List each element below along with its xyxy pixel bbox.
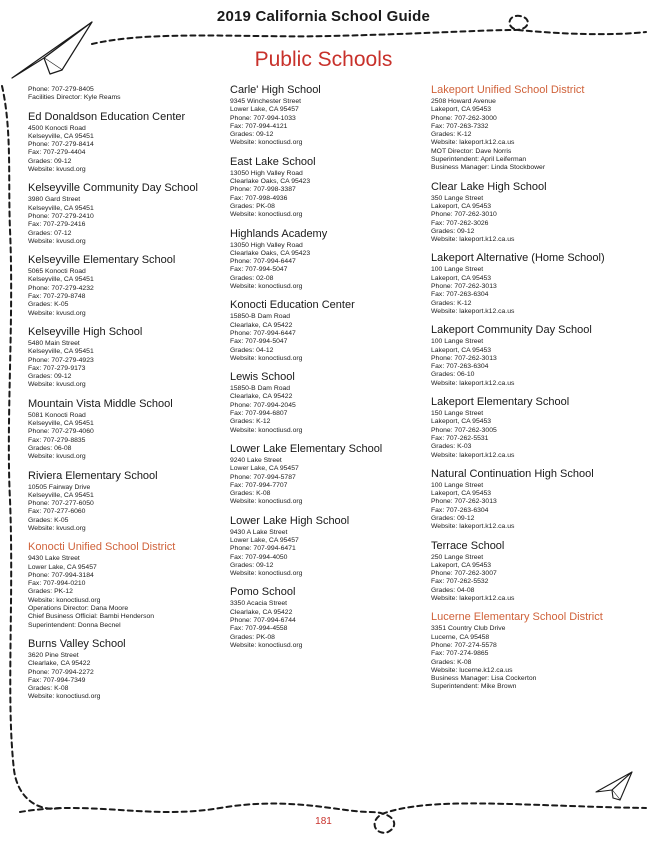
entry-detail-line: Phone: 707-994-1033 (230, 114, 296, 122)
entry-detail-line: Fax: 707-263-6304 (431, 363, 489, 371)
entry-detail-line: Phone: 707-262-3005 (431, 426, 497, 434)
school-name: Burns Valley School (28, 637, 126, 650)
entry-detail-line: Clearlake, CA 95422 (230, 321, 293, 329)
entry-detail-line: Grades: 06-08 (28, 444, 72, 452)
entry-detail-line: Website: kvusd.org (28, 381, 86, 389)
entry-detail-line: Phone: 707-994-6447 (230, 258, 296, 266)
entry-detail-line: Phone: 707-262-3000 (431, 114, 497, 122)
entry-detail-line: 15850-B Dam Road (230, 385, 291, 393)
entry-detail-line: Phone: 707-262-3013 (431, 354, 497, 362)
entry-detail-line: Fax: 707-274-9865 (431, 650, 489, 658)
entry-detail-line: Grades: K-08 (230, 490, 271, 498)
entry-detail-line: Phone: 707-274-5578 (431, 641, 497, 649)
district-entry (431, 84, 626, 173)
school-name: Konocti Education Center (230, 299, 355, 312)
entry-detail-line: Kelseyville, CA 95451 (28, 204, 94, 212)
entry-detail-line: Fax: 707-994-7349 (28, 676, 86, 684)
entry-detail-line: Grades: K-12 (431, 299, 472, 307)
entry-detail-line: Website: konoctiusd.org (230, 211, 303, 219)
section-title: Public Schools (254, 48, 393, 71)
school-entry (431, 396, 626, 460)
entry-detail-line: Fax: 707-262-5531 (431, 434, 489, 442)
entry-detail-line: Superintendent: April Leiferman (431, 156, 527, 164)
entry-detail-line: Operations Director: Dana Moore (28, 605, 129, 613)
entry-detail-line: Phone: 707-279-4060 (28, 428, 94, 436)
school-name: Terrace School (431, 539, 505, 552)
entry-detail-line: Fax: 707-263-6304 (431, 291, 489, 299)
entry-detail-line: Website: konoctiusd.org (230, 426, 303, 434)
entry-detail-line: Website: lakeport.k12.ca.us (431, 139, 515, 147)
entry-detail-line: Phone: 707-998-3387 (230, 186, 296, 194)
school-name: Natural Continuation High School (431, 467, 594, 480)
school-entry (28, 326, 223, 390)
school-name: Kelseyville Community Day School (28, 182, 198, 195)
entry-detail-line: 3351 Country Club Drive (431, 625, 506, 633)
entry-detail-line: Fax: 707-262-5532 (431, 578, 489, 586)
entry-detail-line: Fax: 707-263-7332 (431, 122, 489, 130)
entry-detail-line: Website: lucerne.k12.ca.us (431, 666, 513, 674)
entry-detail-line: Phone: 707-279-4923 (28, 356, 94, 364)
entry-detail-line: Website: konoctiusd.org (28, 693, 101, 701)
entry-detail-line: Lower Lake, CA 95457 (230, 465, 299, 473)
school-name: Pomo School (230, 586, 296, 599)
entry-detail-line: Fax: 707-994-4050 (230, 553, 288, 561)
school-entry (28, 398, 223, 462)
entry-detail-line: Website: konoctiusd.org (230, 139, 303, 147)
school-name: Kelseyville Elementary School (28, 254, 176, 267)
district-entry (28, 541, 223, 630)
entry-detail-line: 100 Lange Street (431, 338, 484, 346)
entry-detail-line: Lucerne, CA 95458 (431, 633, 490, 641)
entry-detail-line: Lakeport, CA 95453 (431, 490, 492, 498)
school-entry (28, 254, 223, 318)
entry-detail-line: Fax: 707-994-7707 (230, 481, 288, 489)
entry-detail-line: Phone: 707-994-6471 (230, 545, 296, 553)
district-name: Lucerne Elementary School District (431, 611, 603, 624)
school-entry (230, 586, 425, 650)
paper-plane-icon (596, 772, 632, 800)
entry-detail-line: Website: konoctiusd.org (230, 570, 303, 578)
entry-detail-line: Grades: 09-12 (431, 227, 475, 235)
entry-detail-line: Fax: 707-994-5047 (230, 338, 288, 346)
entry-detail-line: Website: kvusd.org (28, 309, 86, 317)
entry-detail-line: Grades: 09-12 (431, 514, 475, 522)
column-1 (28, 86, 223, 710)
school-entry (230, 156, 425, 220)
school-name: Lewis School (230, 371, 295, 384)
entry-detail-line: Superintendent: Mike Brown (431, 683, 517, 691)
entry-detail-line: Clearlake, CA 95422 (230, 393, 293, 401)
entry-detail-line: Grades: 04-12 (230, 346, 274, 354)
entry-detail-line: Website: konoctiusd.org (230, 354, 303, 362)
entry-detail-line: Lakeport, CA 95453 (431, 274, 492, 282)
guide-title: 2019 California School Guide (216, 8, 431, 25)
entry-detail-line: Phone: 707-279-8414 (28, 141, 94, 149)
entry-detail-line: Grades: K-03 (431, 443, 472, 451)
entry-detail-line: Grades: 09-12 (230, 131, 274, 139)
entry-detail-line: Lower Lake, CA 95457 (28, 563, 97, 571)
entry-detail-line: Fax: 707-279-8748 (28, 293, 86, 301)
entry-detail-line: Phone: 707-994-2272 (28, 668, 94, 676)
entry-detail-line: Website: lakeport.k12.ca.us (431, 307, 515, 315)
entry-detail-line: Website: lakeport.k12.ca.us (431, 236, 515, 244)
entry-detail-line: Lakeport, CA 95453 (431, 106, 492, 114)
page-number: 181 (315, 816, 332, 827)
entry-detail-line: Website: lakeport.k12.ca.us (431, 523, 515, 531)
entry-detail-line: Fax: 707-994-6807 (230, 410, 288, 418)
entry-detail-line: Business Manager: Lisa Cockerton (431, 675, 537, 683)
entry-detail-line: Phone: 707-994-3184 (28, 571, 94, 579)
entry-detail-line: Grades: K-12 (230, 418, 271, 426)
school-entry (230, 371, 425, 435)
entry-detail-line: Fax: 707-277-6060 (28, 508, 86, 516)
entry-detail-line: Clearlake, CA 95422 (28, 660, 91, 668)
entry-detail-line: Website: kvusd.org (28, 237, 86, 245)
school-entry (230, 228, 425, 292)
school-name: Lakeport Alternative (Home School) (431, 252, 605, 265)
entry-detail-line: Fax: 707-994-4558 (230, 625, 288, 633)
school-name: Lakeport Community Day School (431, 324, 592, 337)
school-entry (28, 182, 223, 246)
entry-detail-line: 13050 High Valley Road (230, 169, 303, 177)
school-entry (28, 86, 223, 103)
school-entry (230, 299, 425, 363)
entry-detail-line: Kelseyville, CA 95451 (28, 348, 94, 356)
entry-detail-line: Grades: K-08 (28, 685, 69, 693)
entry-detail-line: 9430 Lake Street (28, 555, 80, 563)
entry-detail-line: Clearlake Oaks, CA 95423 (230, 249, 311, 257)
entry-detail-line: Lower Lake, CA 95457 (230, 106, 299, 114)
entry-detail-line: Website: lakeport.k12.ca.us (431, 595, 515, 603)
entry-detail-line: Website: kvusd.org (28, 166, 86, 174)
entry-detail-line: Grades: PK-12 (28, 588, 73, 596)
district-entry (431, 611, 626, 691)
entry-detail-line: Grades: 09-12 (230, 561, 274, 569)
school-entry (28, 470, 223, 534)
school-name: Clear Lake High School (431, 180, 547, 193)
entry-detail-line: Grades: K-05 (28, 516, 69, 524)
entry-detail-line: Phone: 707-262-3013 (431, 283, 497, 291)
entry-detail-line: 5480 Main Street (28, 339, 80, 347)
entry-detail-line: Phone: 707-279-4232 (28, 284, 94, 292)
entry-detail-line: Lakeport, CA 95453 (431, 346, 492, 354)
column-3 (431, 84, 626, 700)
entry-detail-line: Website: konoctiusd.org (230, 283, 303, 291)
school-entry (230, 443, 425, 507)
entry-detail-line: Grades: K-08 (431, 658, 472, 666)
entry-detail-line: Grades: K-05 (28, 301, 69, 309)
entry-detail-line: Phone: 707-994-6447 (230, 329, 296, 337)
school-name: Ed Donaldson Education Center (28, 110, 186, 123)
school-name: Lakeport Elementary School (431, 396, 570, 409)
school-entry (28, 111, 223, 175)
entry-detail-line: 4500 Konocti Road (28, 124, 86, 132)
entry-detail-line: Fax: 707-279-9173 (28, 364, 86, 372)
school-entry (431, 324, 626, 388)
entry-detail-line: Fax: 707-262-3026 (431, 219, 489, 227)
entry-detail-line: Facilities Director: Kyle Reams (28, 94, 121, 102)
entry-detail-line: Lower Lake, CA 95457 (230, 536, 299, 544)
entry-detail-line: Grades: 04-08 (431, 586, 475, 594)
school-entry (431, 252, 626, 316)
entry-detail-line: 3350 Acacia Street (230, 600, 288, 608)
school-name: Carle' High School (230, 84, 321, 96)
entry-detail-line: Website: lakeport.k12.ca.us (431, 379, 515, 387)
entry-detail-line: Grades: 06-10 (431, 371, 475, 379)
entry-detail-line: Phone: 707-994-5787 (230, 473, 296, 481)
entry-detail-line: 100 Lange Street (431, 266, 484, 274)
entry-detail-line: 9345 Winchester Street (230, 98, 302, 105)
entry-detail-line: Kelseyville, CA 95451 (28, 132, 94, 140)
entry-detail-line: Kelseyville, CA 95451 (28, 276, 94, 284)
entry-detail-line: Website: konoctiusd.org (230, 498, 303, 506)
entry-detail-line: 9240 Lake Street (230, 456, 282, 464)
entry-detail-line: Phone: 707-279-8405 (28, 86, 94, 93)
entry-detail-line: Superintendent: Donna Becnel (28, 621, 121, 629)
entry-detail-line: Fax: 707-279-2416 (28, 221, 86, 229)
school-name: Kelseyville High School (28, 325, 143, 338)
school-name: Mountain Vista Middle School (28, 397, 173, 410)
school-entry (431, 468, 626, 532)
column-2 (230, 84, 425, 658)
entry-detail-line: Grades: PK-08 (230, 633, 275, 641)
entry-detail-line: 350 Lange Street (431, 194, 484, 202)
entry-detail-line: Phone: 707-262-3013 (431, 498, 497, 506)
entry-detail-line: Fax: 707-263-6304 (431, 506, 489, 514)
entry-detail-line: Fax: 707-998-4936 (230, 194, 288, 202)
entry-detail-line: Website: konoctiusd.org (230, 641, 303, 649)
school-entry (230, 84, 425, 148)
entry-detail-line: Grades: 07-12 (28, 229, 72, 237)
entry-detail-line: Lakeport, CA 95453 (431, 561, 492, 569)
entry-detail-line: 3620 Pine Street (28, 651, 79, 659)
entry-detail-line: Website: kvusd.org (28, 453, 86, 461)
entry-detail-line: Grades: 02-08 (230, 274, 274, 282)
school-entry (431, 181, 626, 245)
school-name: East Lake School (230, 155, 316, 168)
entry-detail-line: 3980 Gard Street (28, 196, 81, 204)
entry-detail-line: 15850-B Dam Road (230, 313, 291, 321)
school-entry (28, 638, 223, 702)
entry-detail-line: Grades: 09-12 (28, 373, 72, 381)
entry-detail-line: Website: kvusd.org (28, 524, 86, 532)
entry-detail-line: Chief Business Official: Bambi Henderson (28, 613, 155, 621)
entry-detail-line: Clearlake, CA 95422 (230, 608, 293, 616)
entry-detail-line: Business Manager: Linda Stockbower (431, 164, 546, 172)
entry-detail-line: 13050 High Valley Road (230, 241, 303, 249)
school-name: Highlands Academy (230, 227, 328, 240)
school-name: Lower Lake High School (230, 514, 350, 527)
entry-detail-line: 5065 Konocti Road (28, 268, 86, 276)
entry-detail-line: Phone: 707-262-3010 (431, 211, 497, 219)
school-entry (230, 515, 425, 579)
entry-detail-line: 9430 A Lake Street (230, 528, 288, 536)
entry-detail-line: Phone: 707-277-6050 (28, 500, 94, 508)
entry-detail-line: 100 Lange Street (431, 481, 484, 489)
entry-detail-line: 2508 Howard Avenue (431, 98, 496, 105)
entry-detail-line: Fax: 707-994-0210 (28, 580, 86, 588)
entry-detail-line: Phone: 707-262-3007 (431, 570, 497, 578)
district-name: Lakeport Unified School District (431, 84, 585, 96)
entry-detail-line: Clearlake Oaks, CA 95423 (230, 178, 311, 186)
entry-detail-line: Website: konoctiusd.org (28, 596, 101, 604)
entry-detail-line: Lakeport, CA 95453 (431, 202, 492, 210)
entry-detail-line: MOT Director: Dave Norris (431, 147, 512, 155)
entry-detail-line: 150 Lange Street (431, 410, 484, 418)
entry-detail-line: Grades: PK-08 (230, 202, 275, 210)
entry-detail-line: Lakeport, CA 95453 (431, 418, 492, 426)
entry-detail-line: Phone: 707-994-6744 (230, 617, 296, 625)
entry-detail-line: Fax: 707-994-5047 (230, 266, 288, 274)
entry-detail-line: Kelseyville, CA 95451 (28, 420, 94, 428)
school-name: Lower Lake Elementary School (230, 442, 383, 455)
district-name: Konocti Unified School District (28, 541, 176, 554)
entry-detail-line: Grades: 09-12 (28, 157, 72, 165)
entry-detail-line: Grades: K-12 (431, 131, 472, 139)
entry-detail-line: Phone: 707-994-2045 (230, 401, 296, 409)
entry-detail-line: Website: lakeport.k12.ca.us (431, 451, 515, 459)
entry-detail-line: Fax: 707-279-4404 (28, 149, 86, 157)
school-name: Riviera Elementary School (28, 469, 158, 482)
school-entry (431, 540, 626, 604)
entry-detail-line: Fax: 707-279-8835 (28, 436, 86, 444)
entry-detail-line: Fax: 707-994-4121 (230, 122, 288, 130)
entry-detail-line: 5081 Konocti Road (28, 411, 86, 419)
entry-detail-line: Kelseyville, CA 95451 (28, 491, 94, 499)
entry-detail-line: 250 Lange Street (431, 553, 484, 561)
entry-detail-line: Phone: 707-279-2410 (28, 212, 94, 220)
entry-detail-line: 10505 Fairway Drive (28, 483, 91, 491)
